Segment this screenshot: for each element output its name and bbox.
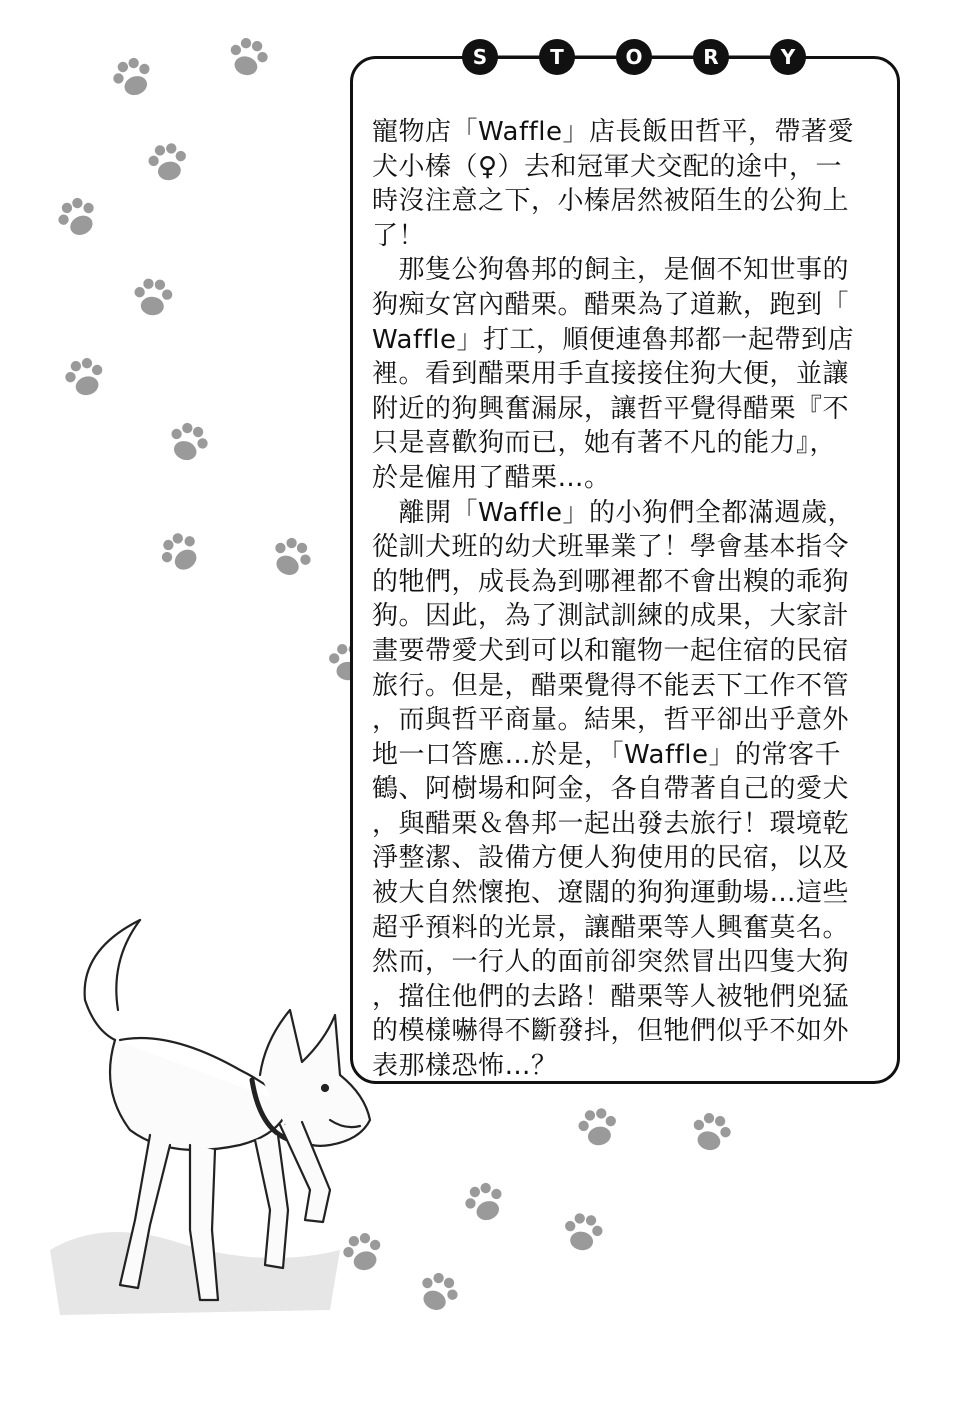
story-line: 旅行。但是，醋栗覺得不能丟下工作不管	[372, 670, 850, 701]
story-line: 從訓犬班的幼犬班畢業了！學會基本指令	[372, 532, 850, 563]
story-line: 於是僱用了醋栗…。	[372, 462, 611, 493]
paw-print-icon	[149, 521, 213, 585]
story-line: 地一口答應…於是，「Waffle」的常客千	[372, 739, 842, 770]
paw-print-icon	[57, 350, 113, 406]
story-text	[372, 115, 884, 1084]
story-line: 寵物店「Waffle」店長飯田哲平，帶著愛	[372, 117, 855, 147]
paw-print-icon	[159, 414, 218, 473]
story-line: ，而與哲平商量。結果，哲平卻出乎意外	[372, 705, 850, 736]
title-letter-t: T	[539, 39, 575, 75]
story-line: Waffle」打工，順便連魯邦都一起帶到店	[372, 324, 855, 355]
story-line: 的模樣嚇得不斷發抖，但牠們似乎不如外	[372, 1016, 850, 1047]
paw-print-icon	[47, 187, 108, 248]
title-letter-r: R	[693, 39, 729, 75]
title-letter-o: O	[616, 39, 652, 75]
dog-illustration	[40, 890, 380, 1320]
story-line: 了！	[372, 220, 426, 251]
paw-print-icon	[128, 273, 178, 323]
story-line: 鶴、阿樹場和阿金，各自帶著自己的愛犬	[372, 774, 850, 805]
story-line: 裡。看到醋栗用手直接接住狗大便，並讓	[372, 359, 850, 390]
paw-print-icon	[141, 136, 194, 189]
story-line: 被大自然懷抱、遼闊的狗狗運動場…這些	[372, 878, 850, 909]
story-line: ，擋住他們的去路！醋栗等人被牠們兇猛	[372, 981, 850, 1012]
story-line: 時沒注意之下，小榛居然被陌生的公狗上	[372, 186, 850, 217]
story-line: 淨整潔、設備方便人狗使用的民宿，以及	[372, 843, 850, 874]
story-line: ，與醋栗＆魯邦一起出發去旅行！環境乾	[372, 808, 850, 839]
paw-print-icon	[456, 1174, 515, 1233]
story-line: 畫要帶愛犬到可以和寵物一起住宿的民宿	[372, 635, 850, 666]
paw-print-icon	[683, 1105, 739, 1161]
story-line: 表那樣恐怖…？	[372, 1051, 558, 1082]
story-line: 那隻公狗魯邦的飼主，是個不知世事的	[372, 255, 850, 286]
story-line: 離開「Waffle」的小狗們全都滿週歲，	[372, 497, 855, 528]
story-line: 犬小榛（♀）去和冠軍犬交配的途中，一	[372, 151, 843, 182]
title-letter-y: Y	[770, 39, 806, 75]
paw-print-icon	[260, 527, 321, 588]
paw-print-icon	[571, 1101, 624, 1154]
story-line: 然而，一行人的面前卻突然冒出四隻大狗	[372, 947, 850, 978]
paw-print-icon	[556, 1206, 609, 1259]
story-line: 超乎預料的光景，讓醋栗等人興奮莫名。	[372, 912, 850, 943]
story-line: 的牠們，成長為到哪裡都不會出糗的乖狗	[372, 566, 850, 597]
story-line: 狗痴女宮內醋栗。醋栗為了道歉，跑到「	[372, 289, 850, 320]
story-line: 只是喜歡狗而已，她有著不凡的能力』，	[372, 428, 837, 459]
story-line: 狗。因此，為了測試訓練的成果，大家計	[372, 601, 850, 632]
title-letter-s: S	[462, 39, 498, 75]
paw-print-icon	[220, 30, 276, 86]
paw-print-icon	[407, 1262, 468, 1323]
paw-print-icon	[104, 49, 163, 108]
story-line: 附近的狗興奮漏尿，讓哲平覺得醋栗『不	[372, 393, 850, 424]
